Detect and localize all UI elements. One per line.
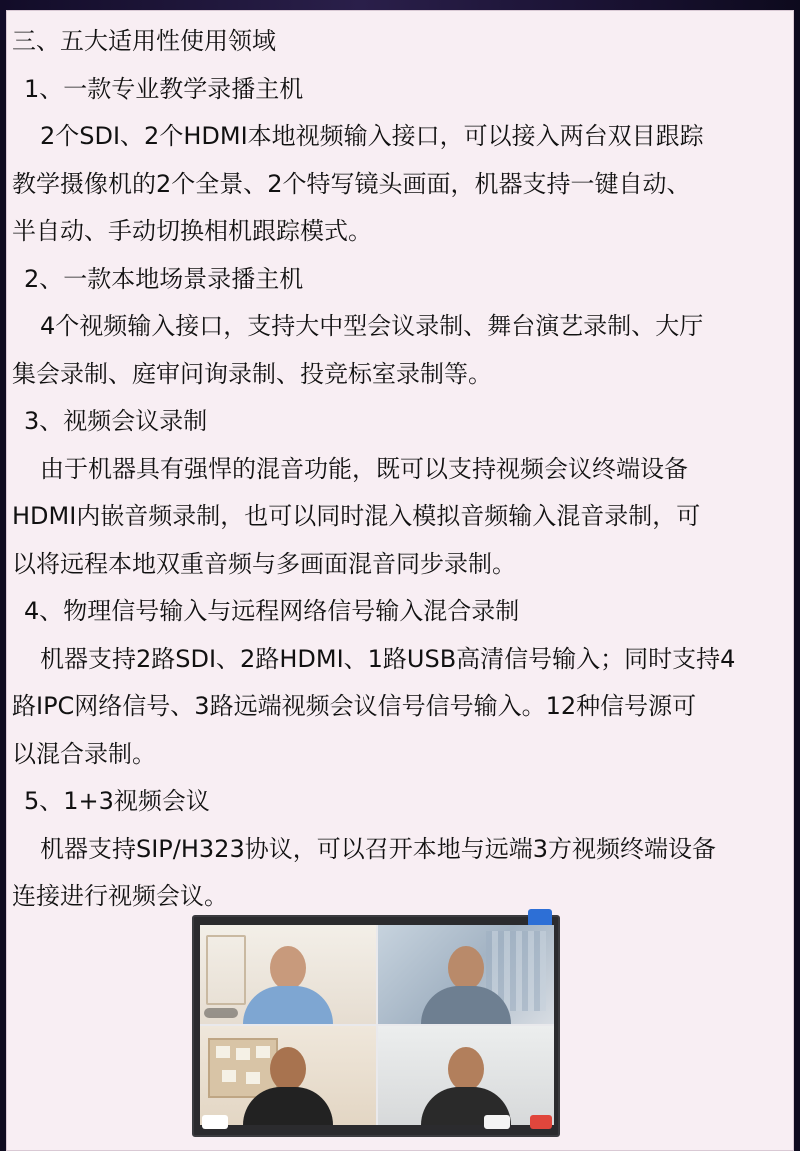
video-conference-display	[192, 915, 560, 1137]
item-title-4: 4、物理信号输入与远程网络信号输入混合录制	[24, 597, 520, 625]
participant-avatar	[421, 1047, 511, 1125]
paragraph-line: 机器支持SIP/H323协议，可以召开本地与远端3方视频终端设备	[40, 834, 716, 863]
bookshelf-graphic	[206, 935, 246, 1005]
item-title-3: 3、视频会议录制	[24, 407, 208, 435]
paragraph-line: 半自动、手动切换相机跟踪模式。	[12, 217, 372, 245]
document-body	[12, 18, 788, 921]
paragraph-line: 以将远程本地双重音频与多画面混音同步录制。	[12, 549, 516, 578]
paragraph-line: HDMI内嵌音频录制，也可以同时混入模拟音频输入混音录制，可	[12, 502, 701, 530]
paragraph-line: 集会录制、庭审问询录制、投竞标室录制等。	[12, 359, 492, 388]
layout-button[interactable]	[202, 1115, 228, 1129]
participant-avatar	[421, 946, 511, 1024]
paragraph-line: 机器支持2路SDI、2路HDMI、1路USB高清信号输入；同时支持4	[40, 644, 736, 673]
participant-avatar	[243, 1047, 333, 1125]
paragraph-line: 教学摄像机的2个全景、2个特写镜头画面，机器支持一键自动、	[12, 169, 691, 198]
participant-avatar	[243, 946, 333, 1024]
video-tile	[200, 925, 376, 1024]
video-tile	[378, 925, 554, 1024]
item-title-2: 2、一款本地场景录播主机	[24, 264, 304, 293]
video-grid	[200, 925, 554, 1125]
paragraph-line: 4个视频输入接口，支持大中型会议录制、舞台演艺录制、大厅	[40, 312, 704, 340]
name-tag	[204, 1008, 238, 1018]
paragraph-line: 2个SDI、2个HDMI本地视频输入接口，可以接入两台双目跟踪	[40, 122, 704, 150]
paragraph-line: 连接进行视频会议。	[12, 882, 228, 910]
section-heading: 三、五大适用性使用领域	[12, 27, 276, 55]
paragraph-line: 以混合录制。	[12, 739, 156, 768]
paragraph-line: 路IPC网络信号、3路远端视频会议信号信号输入。12种信号源可	[12, 692, 697, 720]
video-tile	[200, 1026, 376, 1125]
item-title-1: 1、一款专业教学录播主机	[24, 74, 304, 103]
paragraph-line: 由于机器具有强悍的混音功能，既可以支持视频会议终端设备	[40, 454, 688, 483]
mic-button[interactable]	[484, 1115, 510, 1129]
video-tile	[378, 1026, 554, 1125]
item-title-5: 5、1+3视频会议	[24, 787, 210, 815]
end-call-button[interactable]	[530, 1115, 552, 1129]
